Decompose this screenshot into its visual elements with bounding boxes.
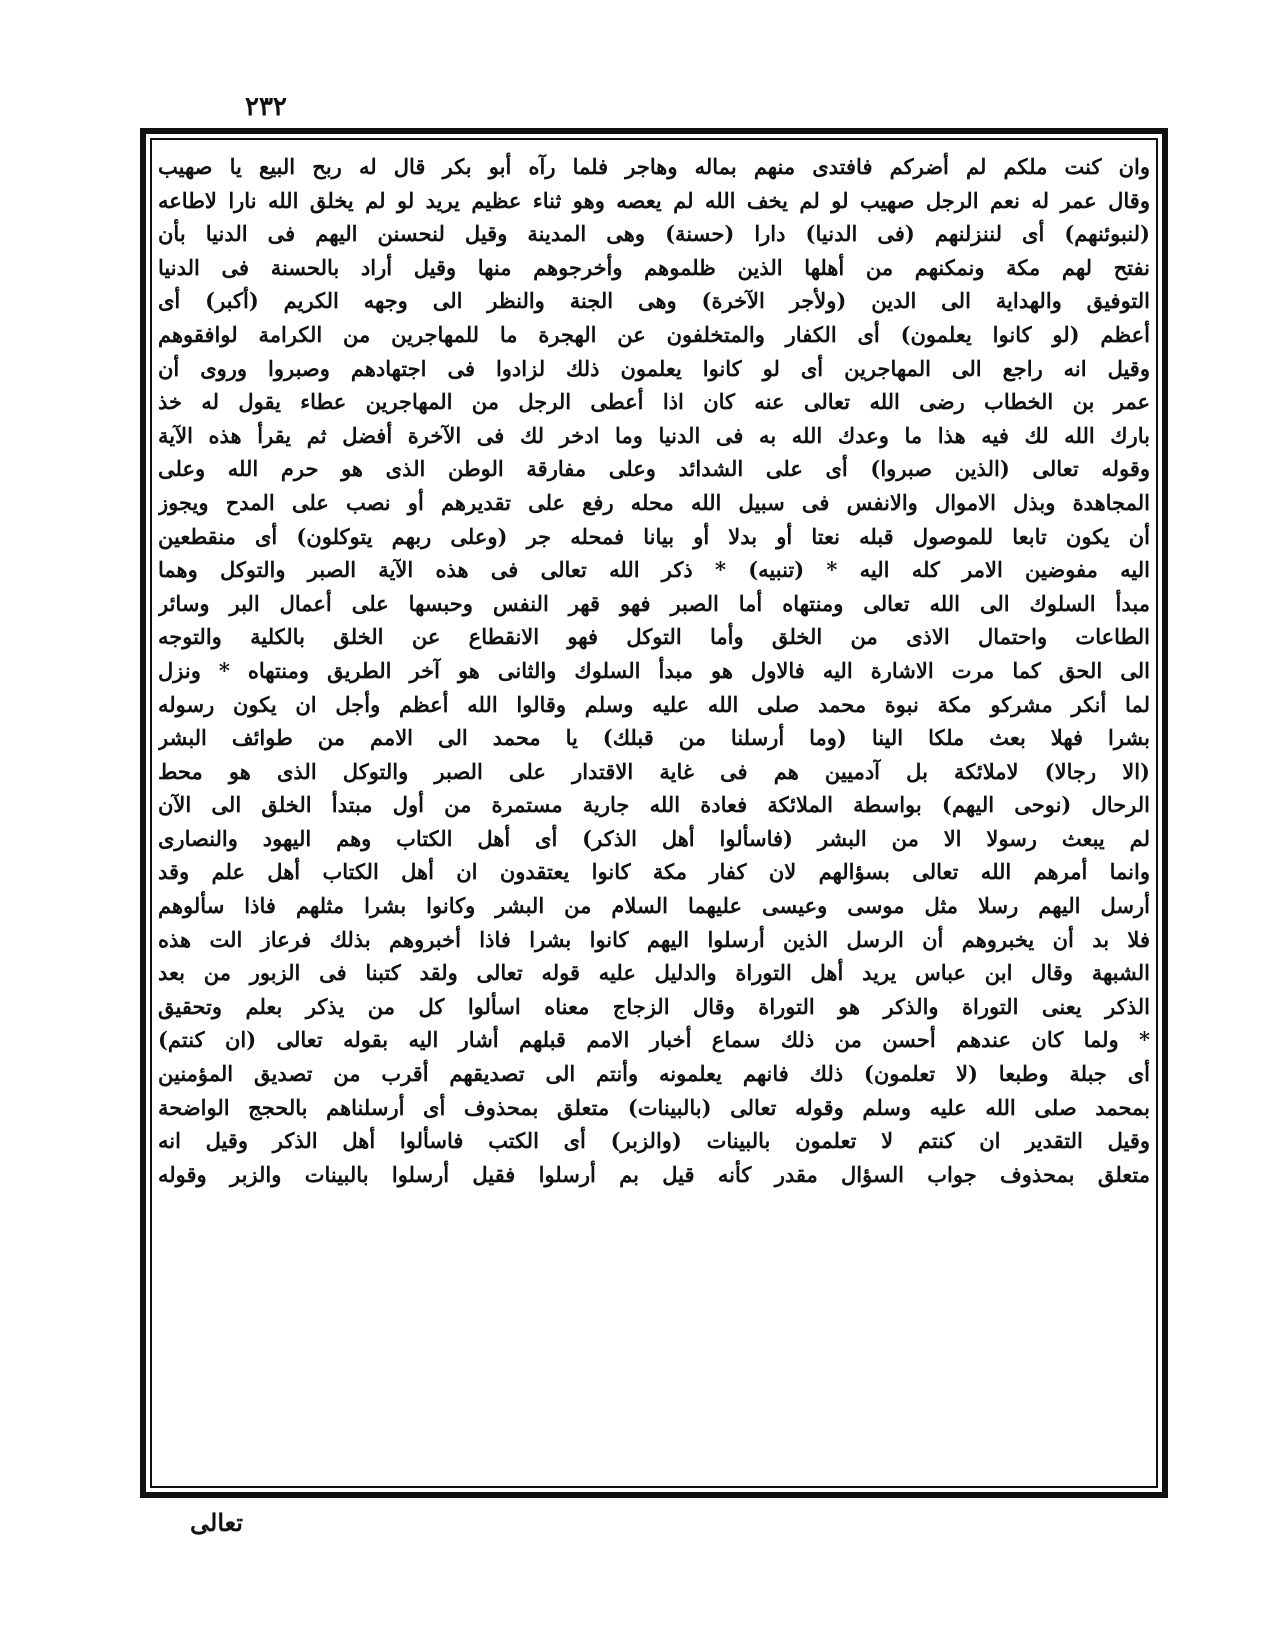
text-line: (لنبوئنهم) أى لننزلنهم (فى الدنيا) دارا (حسنة) وهى المدينة وقيل لنحسنن اليهم فى الدنيا بأن bbox=[158, 221, 1150, 247]
text-line: وقوله تعالى (الذين صبروا) أى على الشدائد وعلى مفارقة الوطن الذى هو حرم الله وعلى bbox=[158, 456, 1150, 482]
text-line: بارك الله لك فيه هذا ما وعدك الله به فى الدنيا وما ادخر لك فى الآخرة أفضل ثم يقرأ هذه الآية bbox=[158, 422, 1150, 448]
text-line: مبدأ السلوك الى الله تعالى ومنتهاه أما الصبر فهو قهر النفس وحبسها على أعمال البر وسائر bbox=[158, 590, 1150, 616]
text-line: وانما أمرهم الله تعالى بسؤالهم لان كفار مكة كانوا يعتقدون ان أهل الكتاب أهل علم وقد bbox=[158, 859, 1150, 885]
page-number: ٢٣٢ bbox=[245, 92, 287, 122]
text-line: أى جبلة وطبعا (لا تعلمون) ذلك فانهم يعلمونه وأنتم الى تصديقهم أقرب من تصديق المؤمنين bbox=[158, 1061, 1150, 1087]
text-line: الرحال (نوحى اليهم) بواسطة الملائكة فعادة الله جارية مستمرة من أول مبتدأ الخلق الى الآن bbox=[158, 792, 1150, 818]
text-line: وان كنت ملكم لم أضركم فافتدى منهم بماله وهاجر فلما رآه أبو بكر قال له ربح البيع يا صهيب bbox=[158, 154, 1150, 179]
text-line: أرسل اليهم رسلا مثل موسى وعيسى عليهما السلام من البشر وكانوا بشرا مثلهم فاذا سألوهم bbox=[158, 893, 1150, 919]
text-line: عمر بن الخطاب رضى الله تعالى عنه كان اذا أعطى الرجل من المهاجرين عطاء يقول له خذ bbox=[158, 389, 1150, 415]
text-block bbox=[150, 138, 1158, 1488]
text-line: وقيل انه راجع الى المهاجرين أى لو كانوا يعلمون ذلك لزادوا فى اجتهادهم وصبروا وروى أن bbox=[158, 355, 1150, 381]
text-line: وقال عمر له نعم الرجل صهيب لو لم يخف الله لم يعصه وهو ثناء عظيم يريد لو لم يخلق الله نارا لاطاعه bbox=[158, 187, 1150, 213]
text-line: الذكر يعنى التوراة والذكر هو التوراة وقال الزجاج معناه اسألوا كل من يذكر بعلم وتحقيق bbox=[158, 993, 1150, 1019]
text-line: الى الحق كما مرت الاشارة اليه فالاول هو مبدأ السلوك والثانى هو آخر الطريق ومنتهاه * ونزل bbox=[158, 657, 1150, 683]
text-line: وقيل التقدير ان كنتم لا تعلمون بالبينات (والزبر) أى الكتب فاسألوا أهل الذكر وقيل انه bbox=[158, 1128, 1150, 1154]
text-line: بشرا فهلا بعث ملكا الينا (وما أرسلنا من قبلك) يا محمد الى الامم من طوائف البشر bbox=[158, 725, 1150, 751]
text-line: المجاهدة وبذل الاموال والانفس فى سبيل الله محله رفع على تقديرهم أو نصب على المدح ويجوز bbox=[158, 489, 1150, 515]
text-line: أن يكون تابعا للموصول قبله نعتا أو بدلا أو بيانا فمحله جر (وعلى ربهم يتوكلون) أى منقطعين bbox=[158, 523, 1150, 549]
text-line: * ولما كان عندهم أحسن من ذلك سماع أخبار الامم قبلهم أشار اليه بقوله تعالى (ان كنتم) bbox=[158, 1027, 1150, 1053]
text-line: نفتح لهم مكة ونمكنهم من أهلها الذين ظلموهم وأخرجوهم منها وقيل أراد بالحسنة فى الدنيا bbox=[158, 254, 1150, 280]
text-line: أعظم (لو كانوا يعلمون) أى الكفار والمتخلفون عن الهجرة ما للمهاجرين من الكرامة لوافقوهم bbox=[158, 321, 1150, 347]
catchword: تعالى bbox=[190, 1508, 243, 1537]
text-line: فلا بد أن يخبروهم أن الرسل الذين أرسلوا اليهم كانوا بشرا فاذا أخبروهم بذلك فرعاز الت هذه bbox=[158, 926, 1150, 952]
text-line: بمحمد صلى الله عليه وسلم وقوله تعالى (بالبينات) متعلق بمحذوف أى أرسلناهم بالحجج الواضحة bbox=[158, 1094, 1150, 1120]
text-line: اليه مفوضين الامر كله اليه * (تنبيه) * ذكر الله تعالى فى هذه الآية الصبر والتوكل وهما bbox=[158, 557, 1150, 583]
text-line: لما أنكر مشركو مكة نبوة محمد صلى الله عليه وسلم وقالوا الله أعظم وأجل ان يكون رسوله bbox=[158, 691, 1150, 717]
text-line: لم يبعث رسولا الا من البشر (فاسألوا أهل الذكر) أى أهل الكتاب وهم اليهود والنصارى bbox=[158, 825, 1150, 851]
text-line: التوفيق والهداية الى الدين (ولأجر الآخرة) وهى الجنة والنظر الى وجهه الكريم (أكبر) أى bbox=[158, 288, 1150, 314]
text-line: الشبهة وقال ابن عباس يريد أهل التوراة والدليل عليه قوله تعالى ولقد كتبنا فى الزبور من بعد bbox=[158, 960, 1150, 986]
text-line: متعلق بمحذوف جواب السؤال مقدر كأنه قيل بم أرسلوا فقيل أرسلوا بالبينات والزبر وقوله bbox=[158, 1161, 1150, 1187]
text-line: (الا رجالا) لاملائكة بل آدميين هم فى غاية الاقتدار على الصبر والتوكل الذى هو محط bbox=[158, 758, 1150, 784]
text-line: الطاعات واحتمال الاذى من الخلق وأما التوكل فهو الانقطاع عن الخلق بالكلية والتوجه bbox=[158, 624, 1150, 650]
